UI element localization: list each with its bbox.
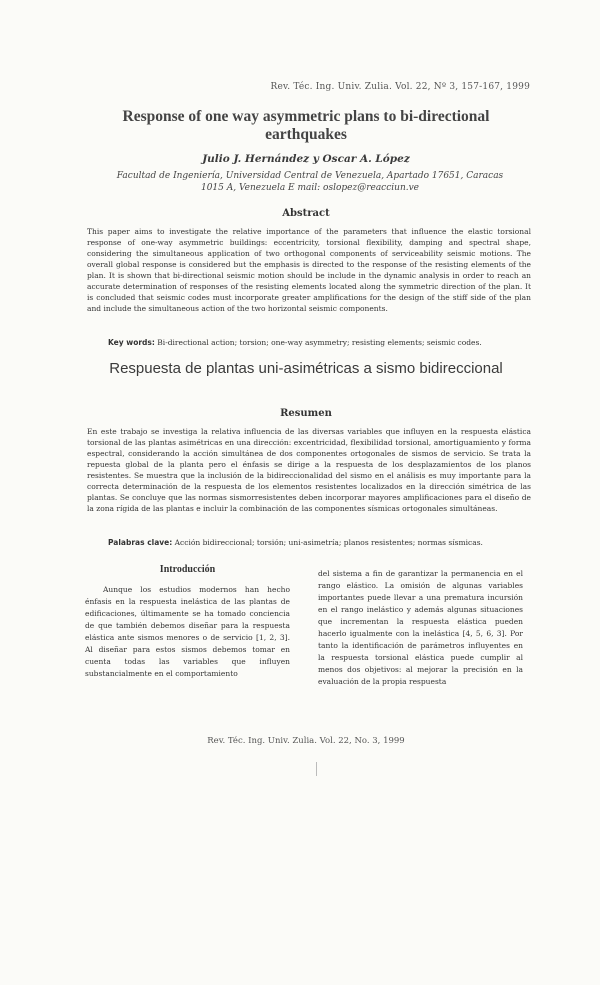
journal-reference-footer: Rev. Téc. Ing. Univ. Zulia. Vol. 22, No. 3, 1999 bbox=[207, 736, 405, 746]
introduction-heading: Introducción bbox=[159, 564, 216, 575]
abstract-heading: Abstract bbox=[282, 208, 330, 219]
affiliation: Facultad de Ingeniería, Universidad Central de Venezuela, Apartado 17651, Caracas 1015 A, Venezuela E mail: oslopez@reacciun.ve bbox=[116, 171, 504, 193]
introduction-left-column bbox=[85, 584, 290, 680]
resumen-text: En este trabajo se investiga la relativa influencia de las diversas variables que influyen en la respuesta elástica torsional de las plantas asimétricas en una dirección: excentricidad, flexibilidad torsional, amortiguamiento y forma espectral, considerando la acción simultánea de dos componentes ortogonales de sismos de servicio. Se trata la repuesta global de la planta pero el énfasis se dirige a la respuesta de los desplazamientos de los planos resistentes. Se muestra que la inclusión de la bidireccionalidad del sismo en el análisis es muy importante para la correcta determinación de la respuesta de los elementos resistentes localizados en la dirección simétrica de las plantas. Se concluye que las normas sismorresistentes deben incorporar mayores amplificaciones para el diseño de la zona rígida de las plantas e incluir la combinación de las componentes sísmicas ortogonales simultáneas. bbox=[87, 427, 531, 513]
english-keywords bbox=[108, 337, 532, 348]
english-keywords-label: Key words: bbox=[108, 338, 155, 347]
introduction-right-paragraph: del sistema a fin de garantizar la permanencia en el rango elástico. La omisión de algunas variables importantes puede llevar a una prematura incursión en el rango inelástico y además algunas situaciones que incrementan la respuesta elástica pueden hacerlo igualmente con la inelástica [4, 5, 6, 3]. Por tanto la identificación de parámetros influyentes en la respuesta torsional elástica puede cumplir al menos dos objetivos: al mejorar la precisión en la evaluación de la propia respuesta bbox=[318, 569, 523, 686]
abstract-text: This paper aims to investigate the relative importance of the parameters that influence the elastic torsional response of one-way asymmetric buildings: eccentricity, torsional flexibility, damping and spectral shape, considering the simultaneous application of two orthogonal components of serviceability seismic motions. The overall global response is considered but the emphasis is directed to the response of the resisting elements of the plan. It is shown that bi-directional seismic motion should be include in the dynamic analysis in order to reach an accurate determination of responses of the resisting elements located along the symmetric direction of the plan. It is concluded that seismic codes must incorporate greater amplifications for the design of the stiff side of the plan and include the simultaneous action of the two horizontal seismic components. bbox=[87, 227, 531, 313]
authors: Julio J. Hernández y Oscar A. López bbox=[202, 153, 410, 165]
journal-reference-header: Rev. Téc. Ing. Univ. Zulia. Vol. 22, Nº 3, 157-167, 1999 bbox=[270, 82, 530, 92]
spanish-title: Respuesta de plantas uni-asimétricas a sismo bidireccional bbox=[109, 360, 503, 377]
introduction-right-column bbox=[318, 568, 523, 688]
english-keywords-text: Bi-directional action; torsion; one-way asymmetry; resisting elements; seismic codes. bbox=[157, 338, 482, 347]
spanish-keywords bbox=[108, 537, 532, 548]
introduction-left-paragraph: Aunque los estudios modernos han hecho énfasis en la respuesta inelástica de las plantas de edificaciones, últimamente se ha tomado conciencia de que también debemos diseñar para la respuesta elástica ante sismos menores o de servicio [1, 2, 3]. Al diseñar para estos sismos debemos tomar en cuenta todas las variables que influyen substancialmente en el comportamiento bbox=[85, 585, 290, 678]
page-mark bbox=[316, 762, 317, 776]
english-title: Response of one way asymmetric plans to bi-directional earthquakes bbox=[122, 108, 490, 143]
resumen-heading: Resumen bbox=[280, 408, 332, 419]
spanish-keywords-label: Palabras clave: bbox=[108, 538, 173, 547]
spanish-keywords-text: Acción bidireccional; torsión; uni-asimetría; planos resistentes; normas sísmicas. bbox=[174, 538, 483, 547]
